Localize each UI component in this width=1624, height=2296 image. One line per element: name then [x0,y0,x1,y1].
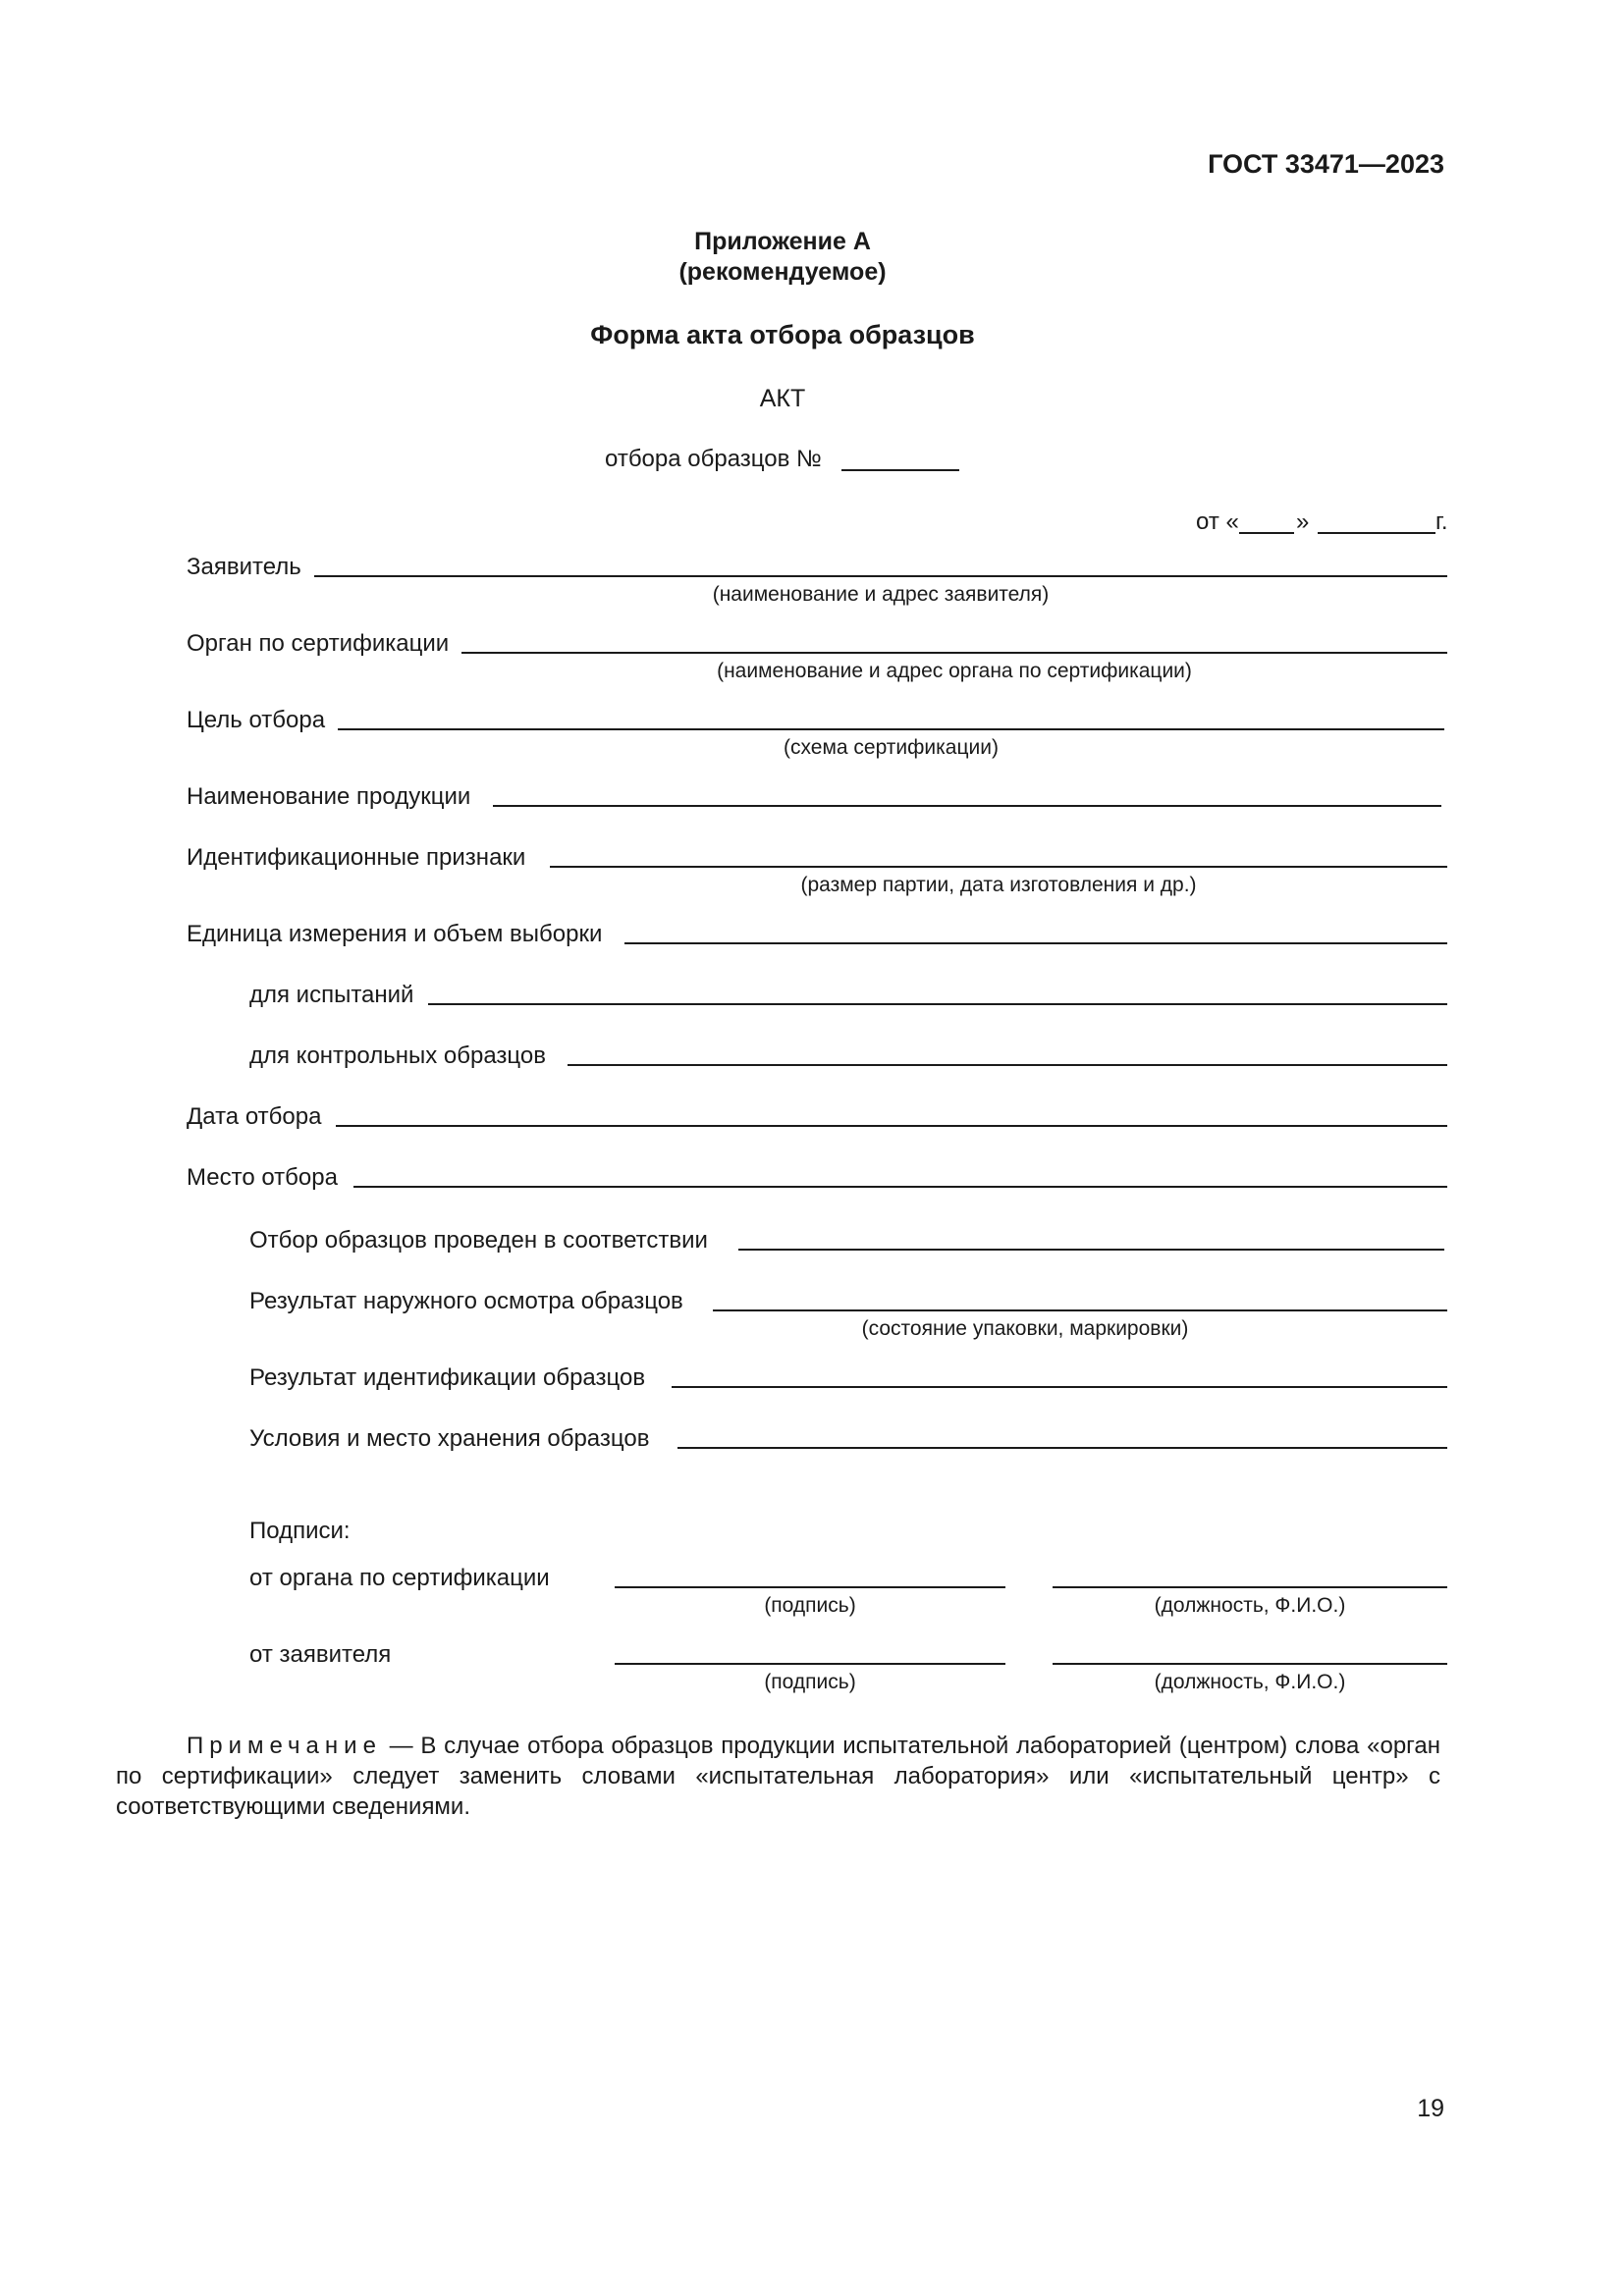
purpose-label: Цель отбора [187,707,326,733]
visual-result-label: Результат наружного осмотра образцов [249,1288,683,1314]
applicant-signature-line[interactable] [615,1663,1005,1665]
cert-body-label: Орган по сертификации [187,630,450,657]
body-position-caption: (должность, Ф.И.О.) [1154,1594,1346,1617]
unit-volume-label: Единица измерения и объем выборки [187,921,603,947]
note-text: В случае отбора образцов продукции испытательной лабораторией (центром) слова «орган по сертификации» следует заменить словами «испытательная лаборатория» или «испытательный центр» с соответствующими сведениями. [116,1733,1440,1820]
form-title: Форма акта отбора образцов [590,320,975,349]
sampling-place-line[interactable] [353,1186,1447,1188]
storage-label: Условия и место хранения образцов [249,1425,650,1452]
date-month-line[interactable] [1318,532,1435,534]
for-control-label: для контрольных образцов [249,1042,546,1069]
date-close-quote: » [1296,508,1310,535]
applicant-line[interactable] [314,575,1447,577]
purpose-line[interactable] [338,728,1444,730]
applicant-caption: (наименование и адрес заявителя) [712,583,1050,606]
purpose-caption: (схема сертификации) [784,736,999,759]
annex-status: (рекомендуемое) [678,258,887,286]
conducted-per-line[interactable] [738,1249,1444,1251]
date-from: от « [1196,508,1239,535]
act-number-label: отбора образцов № [605,446,822,472]
visual-result-line[interactable] [713,1309,1447,1311]
note-label: Примечание [187,1733,382,1759]
annex-title: Приложение А [694,228,871,255]
applicant-position-line[interactable] [1053,1663,1447,1665]
visual-result-caption: (состояние упаковки, маркировки) [861,1317,1189,1340]
product-name-label: Наименование продукции [187,783,471,810]
date-day-line[interactable] [1239,532,1294,534]
cert-body-caption: (наименование и адрес органа по сертификации) [717,660,1192,682]
for-tests-line[interactable] [428,1003,1447,1005]
storage-line[interactable] [677,1447,1447,1449]
note-dash: — [381,1733,421,1759]
signatures-title: Подписи: [249,1518,351,1544]
doc-code: ГОСТ 33471—2023 [1208,149,1444,179]
sampling-date-line[interactable] [336,1125,1447,1127]
unit-volume-line[interactable] [624,942,1447,944]
body-position-line[interactable] [1053,1586,1447,1588]
note-paragraph [116,1731,1440,1822]
page-number: 19 [1417,2095,1444,2122]
product-name-line[interactable] [493,805,1441,807]
cert-body-line[interactable] [461,652,1447,654]
date-year: г. [1435,508,1448,535]
sign-from-body-label: от органа по сертификации [249,1565,550,1591]
applicant-signature-caption: (подпись) [764,1671,856,1693]
sampling-place-label: Место отбора [187,1164,338,1191]
sign-from-applicant-label: от заявителя [249,1641,392,1668]
act-title: АКТ [759,385,806,412]
for-tests-label: для испытаний [249,982,414,1008]
applicant-position-caption: (должность, Ф.И.О.) [1154,1671,1346,1693]
for-control-line[interactable] [568,1064,1447,1066]
ident-result-line[interactable] [672,1386,1447,1388]
ident-signs-label: Идентификационные признаки [187,844,526,871]
sampling-date-label: Дата отбора [187,1103,322,1130]
conducted-per-label: Отбор образцов проведен в соответствии [249,1227,708,1254]
applicant-label: Заявитель [187,554,301,580]
ident-signs-caption: (размер партии, дата изготовления и др.) [800,874,1197,896]
body-signature-caption: (подпись) [764,1594,856,1617]
ident-result-label: Результат идентификации образцов [249,1364,646,1391]
body-signature-line[interactable] [615,1586,1005,1588]
ident-signs-line[interactable] [550,866,1447,868]
act-number-line[interactable] [841,469,959,471]
